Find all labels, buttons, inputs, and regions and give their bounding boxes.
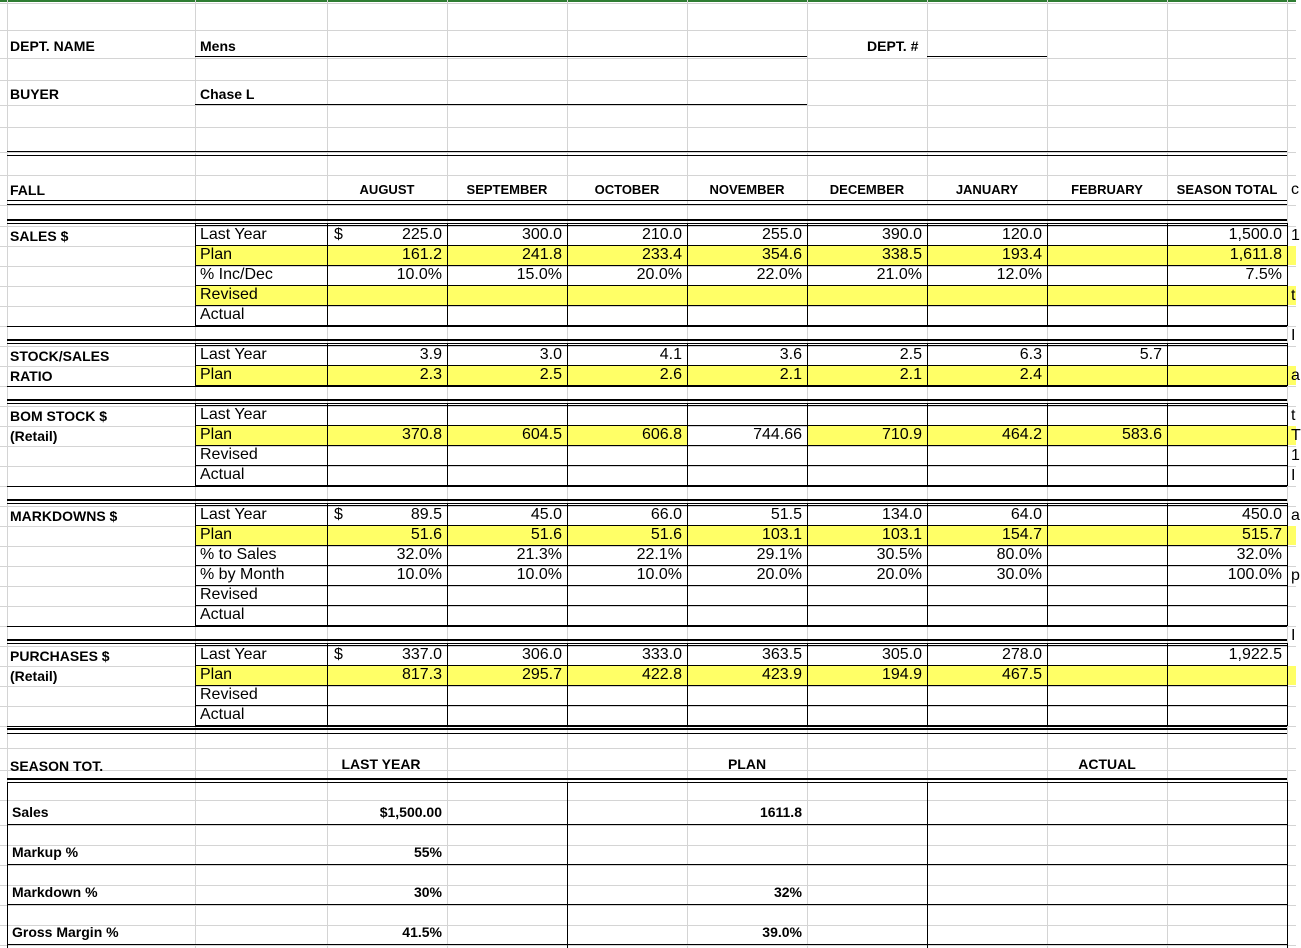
grid-row-line-7 <box>0 175 1296 176</box>
cell-3-1-3[interactable]: 103.1 <box>761 526 802 543</box>
season-label: FALL <box>10 182 45 198</box>
month-header-8: SEASON TOTAL <box>1176 182 1278 197</box>
cell-4-1-2[interactable]: 422.8 <box>641 666 682 683</box>
section-vline-2-8 <box>1167 403 1168 486</box>
section-title-0-0: SALES $ <box>10 228 69 244</box>
currency-sign-3-0: $ <box>334 506 343 523</box>
cell-0-2-2[interactable]: 20.0% <box>636 266 682 283</box>
cell-4-0-2[interactable]: 333.0 <box>641 646 682 663</box>
cell-0-0-1[interactable]: 300.0 <box>521 226 562 243</box>
row-label-4-3: Actual <box>200 706 245 723</box>
header-band-top-2 <box>7 155 1287 156</box>
season-total-vline-1 <box>567 782 568 948</box>
cell-3-2-1[interactable]: 21.3% <box>516 546 562 563</box>
section-title-2-0: BOM STOCK $ <box>10 408 107 424</box>
cell-3-1-1[interactable]: 51.6 <box>530 526 562 543</box>
section-border-bottom-3 <box>7 626 1287 627</box>
season-total-cell-3-0[interactable]: 41.5% <box>402 924 442 940</box>
grid-row-line-0 <box>0 3 1296 4</box>
dept-num-underline <box>927 56 1047 57</box>
row-label-3-1: Plan <box>200 526 233 543</box>
cell-3-1-5[interactable]: 154.7 <box>1001 526 1042 543</box>
header-band-top-1 <box>7 151 1287 152</box>
section-vline-4-7 <box>1047 643 1048 726</box>
cell-3-0-4[interactable]: 134.0 <box>881 506 922 523</box>
cell-0-0-7[interactable]: 1,500.0 <box>1228 226 1282 243</box>
season-total-cell-2-0[interactable]: 30% <box>413 884 442 900</box>
season-total-label: SEASON TOT. <box>10 758 104 774</box>
season-total-cell-0-1[interactable]: 1611.8 <box>759 804 802 820</box>
highlight-cell-0-3-2 <box>568 286 687 305</box>
edge-glyph-11: I <box>1291 627 1296 644</box>
cell-2-1-5[interactable]: 464.2 <box>1001 426 1042 443</box>
cell-3-1-2[interactable]: 51.6 <box>650 526 682 543</box>
grid-row-line-4 <box>0 105 1296 106</box>
highlight-cell-3-1-6 <box>1048 526 1167 545</box>
season-total-border-2 <box>7 733 1287 734</box>
season-total-vline-2 <box>927 782 928 948</box>
edge-glyph-2: t <box>1291 287 1296 304</box>
dept-name-label: DEPT. NAME <box>10 38 95 54</box>
season-total-vline-0 <box>7 782 8 948</box>
grid-row-line-35 <box>0 748 1296 749</box>
row-border-4-3 <box>195 705 1287 706</box>
cell-2-1-4[interactable]: 710.9 <box>881 426 922 443</box>
grid-row-line-5 <box>0 127 1296 128</box>
section-title-1-0: STOCK/SALES <box>10 348 110 364</box>
row-border-3-5 <box>195 605 1287 606</box>
cell-3-1-0[interactable]: 51.6 <box>410 526 442 543</box>
cell-2-1-1[interactable]: 604.5 <box>521 426 562 443</box>
row-border-0-3 <box>195 285 1287 286</box>
row-label-3-0: Last Year <box>200 506 267 523</box>
cell-4-0-1[interactable]: 306.0 <box>521 646 562 663</box>
section-vline-3-0 <box>195 503 196 626</box>
cell-0-1-2[interactable]: 233.4 <box>641 246 682 263</box>
highlight-cell-0-3-7 <box>1168 286 1296 305</box>
season-total-border-1 <box>7 728 1287 730</box>
cell-3-1-7[interactable]: 515.7 <box>1241 526 1282 543</box>
cell-0-0-3[interactable]: 255.0 <box>761 226 802 243</box>
cell-3-3-3[interactable]: 20.0% <box>756 566 802 583</box>
row-label-0-2: % Inc/Dec <box>200 266 273 283</box>
row-label-0-0: Last Year <box>200 226 267 243</box>
month-header-7: FEBRUARY <box>1071 182 1143 197</box>
section-vline-0-9 <box>1287 223 1288 326</box>
grid-row-line-2 <box>0 58 1296 59</box>
cell-4-0-7[interactable]: 1,922.5 <box>1228 646 1282 663</box>
season-total-cell-3-1[interactable]: 39.0% <box>762 924 802 940</box>
cell-4-0-3[interactable]: 363.5 <box>761 646 802 663</box>
season-total-row-line-0 <box>7 824 1287 825</box>
edge-glyph-7: 1 <box>1291 447 1300 464</box>
cell-1-1-5[interactable]: 2.4 <box>1019 366 1042 383</box>
cell-0-2-7[interactable]: 7.5% <box>1245 266 1282 283</box>
section-border-top-3 <box>7 499 1287 501</box>
row-label-1-1: Plan <box>200 366 233 383</box>
cell-0-2-5[interactable]: 12.0% <box>996 266 1042 283</box>
section-border-bottom-1 <box>7 386 1287 387</box>
season-total-row-label-0: Sales <box>12 804 49 820</box>
grid-row-line-3 <box>0 80 1296 81</box>
highlight-cell-0-3-0 <box>328 286 447 305</box>
cell-3-0-3[interactable]: 51.5 <box>770 506 802 523</box>
cell-1-0-3[interactable]: 3.6 <box>779 346 802 363</box>
grid-row-line-41 <box>0 885 1296 886</box>
cell-3-3-5[interactable]: 30.0% <box>996 566 1042 583</box>
month-header-2: SEPTEMBER <box>466 182 548 197</box>
grid-row-line-44 <box>0 945 1296 946</box>
row-label-4-0: Last Year <box>200 646 267 663</box>
section-border-top2-0 <box>7 223 1287 224</box>
cell-3-2-0[interactable]: 32.0% <box>396 546 442 563</box>
header-band-bottom-1 <box>7 200 1287 201</box>
section-border-bottom-4 <box>7 726 1287 727</box>
section-border-top-2 <box>7 399 1287 401</box>
row-label-0-1: Plan <box>200 246 233 263</box>
row-label-3-4: Revised <box>200 586 258 603</box>
season-total-col-1: PLAN <box>727 756 767 772</box>
dept-name-underline <box>195 56 807 57</box>
section-title-4-0: PURCHASES $ <box>10 648 110 664</box>
season-total-cell-2-1[interactable]: 32% <box>773 884 802 900</box>
row-border-4-2 <box>195 685 1287 686</box>
season-total-row-line-3 <box>7 944 1287 945</box>
cell-4-1-4[interactable]: 194.9 <box>881 666 922 683</box>
cell-1-0-6[interactable]: 5.7 <box>1139 346 1162 363</box>
cell-4-1-1[interactable]: 295.7 <box>521 666 562 683</box>
highlight-cell-0-3-1 <box>448 286 567 305</box>
row-label-1-0: Last Year <box>200 346 267 363</box>
edge-glyph-9: a <box>1291 507 1300 524</box>
currency-sign-4-0: $ <box>334 646 343 663</box>
season-total-row-label-1: Markup % <box>12 844 79 860</box>
section-vline-4-0 <box>195 643 196 726</box>
cell-3-0-1[interactable]: 45.0 <box>530 506 562 523</box>
section-vline-2-0 <box>195 403 196 486</box>
dept-num-label: DEPT. # <box>867 38 919 54</box>
cell-0-2-0[interactable]: 10.0% <box>396 266 442 283</box>
cell-3-0-5[interactable]: 64.0 <box>1010 506 1042 523</box>
header-band-bottom-2 <box>7 204 1287 205</box>
grid-row-line-6 <box>0 152 1296 153</box>
highlight-cell-1-1-7 <box>1168 366 1296 385</box>
section-vline-1-0 <box>195 343 196 386</box>
row-label-2-2: Revised <box>200 446 258 463</box>
section-vline-1-8 <box>1167 343 1168 386</box>
edge-glyph-6: T <box>1291 427 1301 444</box>
row-label-2-0: Last Year <box>200 406 267 423</box>
cell-3-3-1[interactable]: 10.0% <box>516 566 562 583</box>
edge-glyph-4: a <box>1291 367 1300 384</box>
cell-0-0-5[interactable]: 120.0 <box>1001 226 1042 243</box>
cell-1-1-2[interactable]: 2.6 <box>659 366 682 383</box>
highlight-cell-0-3-6 <box>1048 286 1167 305</box>
cell-0-1-1[interactable]: 241.8 <box>521 246 562 263</box>
cell-3-0-2[interactable]: 66.0 <box>650 506 682 523</box>
highlight-cell-4-1-6 <box>1048 666 1167 685</box>
section-vline-0-0 <box>195 223 196 326</box>
grid-row-line-42 <box>0 905 1296 906</box>
season-total-row-line-1 <box>7 864 1287 865</box>
month-header-4: NOVEMBER <box>709 182 785 197</box>
row-label-3-5: Actual <box>200 606 245 623</box>
cell-2-1-0[interactable]: 370.8 <box>401 426 442 443</box>
section-border-top-1 <box>7 339 1287 341</box>
cell-0-0-2[interactable]: 210.0 <box>641 226 682 243</box>
cell-3-2-4[interactable]: 30.5% <box>876 546 922 563</box>
season-total-header-bottom2 <box>7 782 1287 783</box>
buyer-value[interactable]: Chase L <box>200 86 255 102</box>
cell-0-1-5[interactable]: 193.4 <box>1001 246 1042 263</box>
cell-1-0-4[interactable]: 2.5 <box>899 346 922 363</box>
highlight-cell-4-1-7 <box>1168 666 1296 685</box>
row-border-3-4 <box>195 585 1287 586</box>
cell-4-0-0[interactable]: 337.0 <box>401 646 442 663</box>
cell-1-1-0[interactable]: 2.3 <box>419 366 442 383</box>
edge-glyph-8: I <box>1291 467 1296 484</box>
cell-1-1-1[interactable]: 2.5 <box>539 366 562 383</box>
month-header-3: OCTOBER <box>594 182 660 197</box>
grid-row-line-1 <box>0 30 1296 31</box>
month-header-5: DECEMBER <box>829 182 905 197</box>
section-border-top2-1 <box>7 343 1287 344</box>
season-total-header-bottom <box>7 778 1287 780</box>
cell-0-2-1[interactable]: 15.0% <box>516 266 562 283</box>
section-title-3-0: MARKDOWNS $ <box>10 508 118 524</box>
month-header-1: AUGUST <box>359 182 415 197</box>
cell-1-0-5[interactable]: 6.3 <box>1019 346 1042 363</box>
cell-3-3-0[interactable]: 10.0% <box>396 566 442 583</box>
section-title-4-1: (Retail) <box>10 668 58 684</box>
grid-row-line-43 <box>0 925 1296 926</box>
month-header-6: JANUARY <box>955 182 1019 197</box>
highlight-cell-0-3-5 <box>928 286 1047 305</box>
section-border-top2-3 <box>7 503 1287 504</box>
cell-0-2-4[interactable]: 21.0% <box>876 266 922 283</box>
cell-3-2-7[interactable]: 32.0% <box>1236 546 1282 563</box>
cell-2-1-2[interactable]: 606.8 <box>641 426 682 443</box>
section-border-top2-2 <box>7 403 1287 404</box>
row-border-2-2 <box>195 445 1287 446</box>
cell-0-1-0[interactable]: 161.2 <box>401 246 442 263</box>
cell-4-1-0[interactable]: 817.3 <box>401 666 442 683</box>
grid-row-line-40 <box>0 865 1296 866</box>
buyer-underline <box>195 104 807 105</box>
cell-3-3-7[interactable]: 100.0% <box>1227 566 1282 583</box>
cell-3-1-4[interactable]: 103.1 <box>881 526 922 543</box>
cell-0-1-7[interactable]: 1,611.8 <box>1229 246 1282 263</box>
section-title-2-1: (Retail) <box>10 428 58 444</box>
cell-2-1-6[interactable]: 583.6 <box>1121 426 1162 443</box>
row-label-0-3: Revised <box>200 286 258 303</box>
edge-glyph-3: I <box>1291 327 1296 344</box>
cell-1-1-4[interactable]: 2.1 <box>899 366 922 383</box>
section-vline-4-9 <box>1287 643 1288 726</box>
cell-1-0-0[interactable]: 3.9 <box>419 346 442 363</box>
season-total-cell-1-0[interactable]: 55% <box>413 844 442 860</box>
section-border-bottom-0 <box>7 326 1287 327</box>
grid-row-line-8 <box>0 205 1296 206</box>
cell-3-2-3[interactable]: 29.1% <box>756 546 802 563</box>
highlight-cell-0-1-6 <box>1048 246 1167 265</box>
cell-3-3-4[interactable]: 20.0% <box>876 566 922 583</box>
section-vline-2-9 <box>1287 403 1288 486</box>
grid-row-line-38 <box>0 825 1296 826</box>
cell-3-0-0[interactable]: 89.5 <box>410 506 442 523</box>
section-border-bottom-2 <box>7 486 1287 487</box>
row-border-2-3 <box>195 465 1287 466</box>
row-label-3-3: % by Month <box>200 566 285 583</box>
cell-0-0-0[interactable]: 225.0 <box>401 226 442 243</box>
section-title-1-1: RATIO <box>10 368 53 384</box>
cell-4-1-3[interactable]: 423.9 <box>761 666 802 683</box>
dept-name-value[interactable]: Mens <box>200 38 236 54</box>
row-label-2-1: Plan <box>200 426 233 443</box>
highlight-cell-0-3-4 <box>808 286 927 305</box>
cell-1-1-3[interactable]: 2.1 <box>779 366 802 383</box>
cell-0-1-3[interactable]: 354.6 <box>761 246 802 263</box>
cell-1-0-2[interactable]: 4.1 <box>659 346 682 363</box>
cell-3-3-2[interactable]: 10.0% <box>636 566 682 583</box>
buyer-label: BUYER <box>10 86 60 102</box>
row-label-3-2: % to Sales <box>200 546 277 563</box>
grid-row-line-37 <box>0 800 1296 801</box>
highlight-cell-2-1-7 <box>1168 426 1296 445</box>
cell-4-0-5[interactable]: 278.0 <box>1001 646 1042 663</box>
row-border-2-0 <box>195 405 1287 406</box>
section-vline-0-7 <box>1047 223 1048 326</box>
section-vline-3-9 <box>1287 503 1288 626</box>
cell-0-0-4[interactable]: 390.0 <box>881 226 922 243</box>
edge-glyph-1: 1 <box>1291 227 1300 244</box>
cell-4-1-5[interactable]: 467.5 <box>1001 666 1042 683</box>
row-label-2-3: Actual <box>200 466 245 483</box>
grid-row-line-39 <box>0 845 1296 846</box>
section-vline-1-9 <box>1287 343 1288 386</box>
season-total-vline-3 <box>1287 782 1288 948</box>
cell-4-0-4[interactable]: 305.0 <box>881 646 922 663</box>
season-total-row-line-2 <box>7 904 1287 905</box>
cell-3-2-2[interactable]: 22.1% <box>636 546 682 563</box>
section-border-top-4 <box>7 639 1287 641</box>
highlight-cell-0-3-3 <box>688 286 807 305</box>
cell-3-2-5[interactable]: 80.0% <box>996 546 1042 563</box>
season-total-row-label-2: Markdown % <box>12 884 98 900</box>
season-total-cell-0-0[interactable]: $1,500.00 <box>379 804 442 820</box>
row-label-4-2: Revised <box>200 686 258 703</box>
row-label-0-4: Actual <box>200 306 245 323</box>
season-total-row-label-3: Gross Margin % <box>12 924 119 940</box>
section-border-top-0 <box>7 219 1287 221</box>
cell-1-0-1[interactable]: 3.0 <box>539 346 562 363</box>
highlight-cell-1-1-6 <box>1048 366 1167 385</box>
section-border-top2-4 <box>7 643 1287 644</box>
season-total-col-2: ACTUAL <box>1078 756 1136 772</box>
section-vline-3-7 <box>1047 503 1048 626</box>
cell-2-1-3[interactable]: 744.66 <box>753 426 802 443</box>
edge-glyph-10: p <box>1291 567 1300 584</box>
edge-glyph-0: c <box>1291 181 1299 198</box>
row-label-4-1: Plan <box>200 666 233 683</box>
season-total-col-0: LAST YEAR <box>341 756 421 772</box>
currency-sign-0-0: $ <box>334 226 343 243</box>
cell-0-1-4[interactable]: 338.5 <box>881 246 922 263</box>
cell-3-0-7[interactable]: 450.0 <box>1241 506 1282 523</box>
edge-glyph-5: t <box>1291 407 1296 424</box>
row-border-0-4 <box>195 305 1287 306</box>
cell-0-2-3[interactable]: 22.0% <box>756 266 802 283</box>
